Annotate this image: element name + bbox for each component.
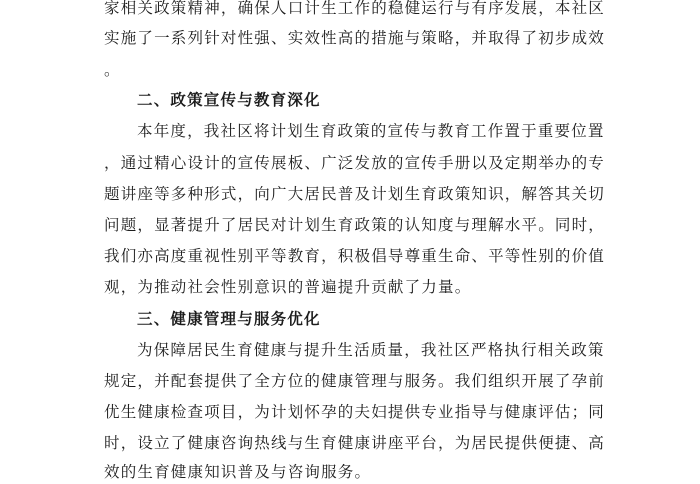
- text-line: 题讲座等多种形式，向广大居民普及计划生育政策知识，解答其关切: [104, 185, 606, 203]
- text-line: 家相关政策精神，确保人口计生工作的稳健运行与有序发展，本社区: [104, 0, 606, 17]
- text-line: 我们亦高度重视性别平等教育，积极倡导尊重生命、平等性别的价值: [104, 247, 606, 265]
- text-line: 观，为推动社会性别意识的普遍提升贡献了力量。: [104, 278, 472, 296]
- text-line: 规定，并配套提供了全方位的健康管理与服务。我们组织开展了孕前: [104, 372, 606, 390]
- section-heading: 二、政策宣传与教育深化: [137, 91, 321, 109]
- text-line: 优生健康检查项目，为计划怀孕的夫妇提供专业指导与健康评估；同: [104, 403, 606, 421]
- section-heading: 三、健康管理与服务优化: [137, 310, 321, 328]
- text-line: 实施了一系列针对性强、实效性高的措施与策略，并取得了初步成效: [104, 29, 606, 47]
- text-line: 为保障居民生育健康与提升生活质量，我社区严格执行相关政策: [137, 341, 605, 359]
- text-line: 时，设立了健康咨询热线与生育健康讲座平台，为居民提供便捷、高: [104, 434, 606, 452]
- text-line: 效的生育健康知识普及与咨询服务。: [104, 463, 372, 481]
- text-line: 本年度，我社区将计划生育政策的宣传与教育工作置于重要位置: [137, 122, 605, 140]
- text-line: 。: [104, 61, 121, 79]
- text-line: ，通过精心设计的宣传展板、广泛发放的宣传手册以及定期举办的专: [104, 154, 606, 172]
- text-line: 问题，显著提升了居民对计划生育政策的认知度与理解水平。同时，: [104, 216, 606, 234]
